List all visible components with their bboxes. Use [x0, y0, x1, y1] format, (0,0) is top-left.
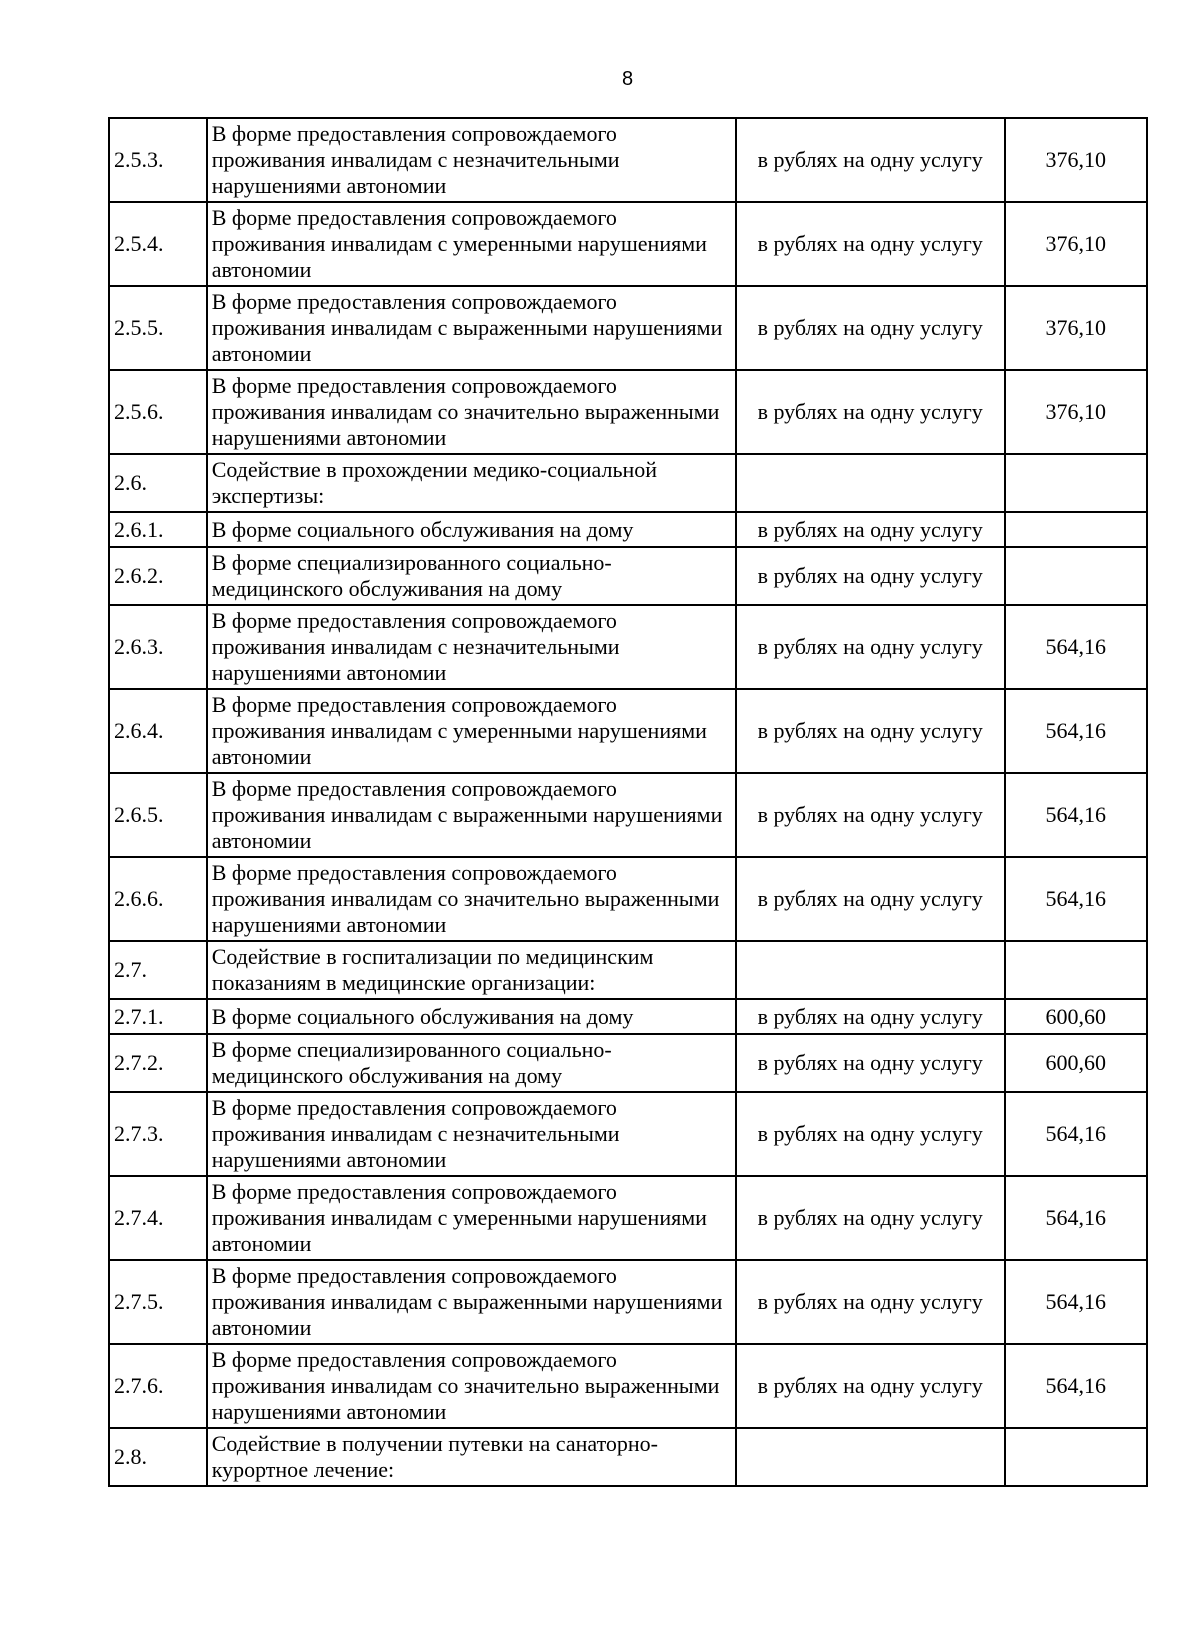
- row-code: 2.7.4.: [109, 1176, 207, 1260]
- table-row: [109, 202, 1147, 286]
- row-description: Содействие в госпитализации по медицинским показаниям в медицинские организации:: [207, 941, 736, 999]
- row-description: В форме предоставления сопровождаемого проживания инвалидам с незначительными нарушениями автономии: [207, 605, 736, 689]
- table-row: [109, 118, 1147, 202]
- table-row: [109, 370, 1147, 454]
- table-row: [109, 1344, 1147, 1428]
- row-price: 564,16: [1005, 1092, 1147, 1176]
- row-code: 2.5.3.: [109, 118, 207, 202]
- row-price: 600,60: [1005, 999, 1147, 1034]
- row-unit: в рублях на одну услугу: [736, 999, 1005, 1034]
- table-row: [109, 1428, 1147, 1486]
- row-price: 564,16: [1005, 689, 1147, 773]
- row-description: В форме предоставления сопровождаемого проживания инвалидам со значительно выраженными нарушениями автономии: [207, 857, 736, 941]
- tariff-table: [108, 117, 1148, 1487]
- row-price: 564,16: [1005, 1260, 1147, 1344]
- row-description: В форме предоставления сопровождаемого проживания инвалидам с умеренными нарушениями автономии: [207, 1176, 736, 1260]
- table-row: [109, 1260, 1147, 1344]
- row-price: [1005, 512, 1147, 547]
- page-number: 8: [621, 68, 634, 90]
- row-price: [1005, 454, 1147, 512]
- row-price: 564,16: [1005, 773, 1147, 857]
- row-unit: в рублях на одну услугу: [736, 1260, 1005, 1344]
- row-code: 2.8.: [109, 1428, 207, 1486]
- table-row: [109, 286, 1147, 370]
- row-unit: в рублях на одну услугу: [736, 202, 1005, 286]
- table-row: [109, 547, 1147, 605]
- row-code: 2.5.4.: [109, 202, 207, 286]
- row-price: 376,10: [1005, 118, 1147, 202]
- row-code: 2.6.3.: [109, 605, 207, 689]
- row-unit: в рублях на одну услугу: [736, 1034, 1005, 1092]
- row-code: 2.6.6.: [109, 857, 207, 941]
- row-description: В форме предоставления сопровождаемого проживания инвалидам с выраженными нарушениями автономии: [207, 773, 736, 857]
- row-unit: в рублях на одну услугу: [736, 370, 1005, 454]
- row-unit: в рублях на одну услугу: [736, 286, 1005, 370]
- row-code: 2.7.1.: [109, 999, 207, 1034]
- row-price: 564,16: [1005, 857, 1147, 941]
- row-code: 2.7.3.: [109, 1092, 207, 1176]
- row-code: 2.6.2.: [109, 547, 207, 605]
- row-description: В форме социального обслуживания на дому: [207, 512, 736, 547]
- row-unit: в рублях на одну услугу: [736, 1092, 1005, 1176]
- table-row: [109, 454, 1147, 512]
- table-row: [109, 941, 1147, 999]
- table-row: [109, 857, 1147, 941]
- row-code: 2.7.: [109, 941, 207, 999]
- row-code: 2.6.4.: [109, 689, 207, 773]
- row-price: 376,10: [1005, 370, 1147, 454]
- row-description: В форме предоставления сопровождаемого проживания инвалидам с выраженными нарушениями автономии: [207, 1260, 736, 1344]
- row-unit: в рублях на одну услугу: [736, 857, 1005, 941]
- table-row: [109, 999, 1147, 1034]
- row-description: В форме предоставления сопровождаемого проживания инвалидам с умеренными нарушениями автономии: [207, 202, 736, 286]
- row-unit: в рублях на одну услугу: [736, 118, 1005, 202]
- row-code: 2.5.6.: [109, 370, 207, 454]
- row-unit: в рублях на одну услугу: [736, 605, 1005, 689]
- row-price: [1005, 547, 1147, 605]
- row-code: 2.6.5.: [109, 773, 207, 857]
- row-unit: [736, 1428, 1005, 1486]
- row-description: В форме предоставления сопровождаемого проживания инвалидам с незначительными нарушениями автономии: [207, 118, 736, 202]
- row-price: 564,16: [1005, 1344, 1147, 1428]
- row-price: [1005, 941, 1147, 999]
- row-unit: [736, 454, 1005, 512]
- row-description: В форме социального обслуживания на дому: [207, 999, 736, 1034]
- row-description: В форме специализированного социально-медицинского обслуживания на дому: [207, 1034, 736, 1092]
- row-description: В форме предоставления сопровождаемого проживания инвалидам с незначительными нарушениями автономии: [207, 1092, 736, 1176]
- row-code: 2.7.2.: [109, 1034, 207, 1092]
- table-row: [109, 1176, 1147, 1260]
- row-unit: в рублях на одну услугу: [736, 689, 1005, 773]
- row-unit: в рублях на одну услугу: [736, 1176, 1005, 1260]
- row-price: 376,10: [1005, 202, 1147, 286]
- row-description: В форме предоставления сопровождаемого проживания инвалидам с умеренными нарушениями автономии: [207, 689, 736, 773]
- row-price: 600,60: [1005, 1034, 1147, 1092]
- table-row: [109, 773, 1147, 857]
- row-description: В форме предоставления сопровождаемого проживания инвалидам с выраженными нарушениями автономии: [207, 286, 736, 370]
- row-price: 564,16: [1005, 1176, 1147, 1260]
- row-code: 2.5.5.: [109, 286, 207, 370]
- table-row: [109, 512, 1147, 547]
- row-unit: в рублях на одну услугу: [736, 1344, 1005, 1428]
- row-description: Содействие в прохождении медико-социальной экспертизы:: [207, 454, 736, 512]
- row-price: 376,10: [1005, 286, 1147, 370]
- tariff-table-body: [109, 118, 1147, 1486]
- table-row: [109, 689, 1147, 773]
- row-code: 2.6.: [109, 454, 207, 512]
- row-code: 2.7.5.: [109, 1260, 207, 1344]
- row-price: 564,16: [1005, 605, 1147, 689]
- row-unit: [736, 941, 1005, 999]
- row-description: В форме предоставления сопровождаемого проживания инвалидам со значительно выраженными нарушениями автономии: [207, 370, 736, 454]
- row-description: В форме специализированного социально-медицинского обслуживания на дому: [207, 547, 736, 605]
- row-price: [1005, 1428, 1147, 1486]
- row-unit: в рублях на одну услугу: [736, 547, 1005, 605]
- table-row: [109, 1034, 1147, 1092]
- row-code: 2.6.1.: [109, 512, 207, 547]
- table-row: [109, 605, 1147, 689]
- row-unit: в рублях на одну услугу: [736, 512, 1005, 547]
- table-row: [109, 1092, 1147, 1176]
- row-description: В форме предоставления сопровождаемого проживания инвалидам со значительно выраженными нарушениями автономии: [207, 1344, 736, 1428]
- row-code: 2.7.6.: [109, 1344, 207, 1428]
- row-unit: в рублях на одну услугу: [736, 773, 1005, 857]
- row-description: Содействие в получении путевки на санаторно-курортное лечение:: [207, 1428, 736, 1486]
